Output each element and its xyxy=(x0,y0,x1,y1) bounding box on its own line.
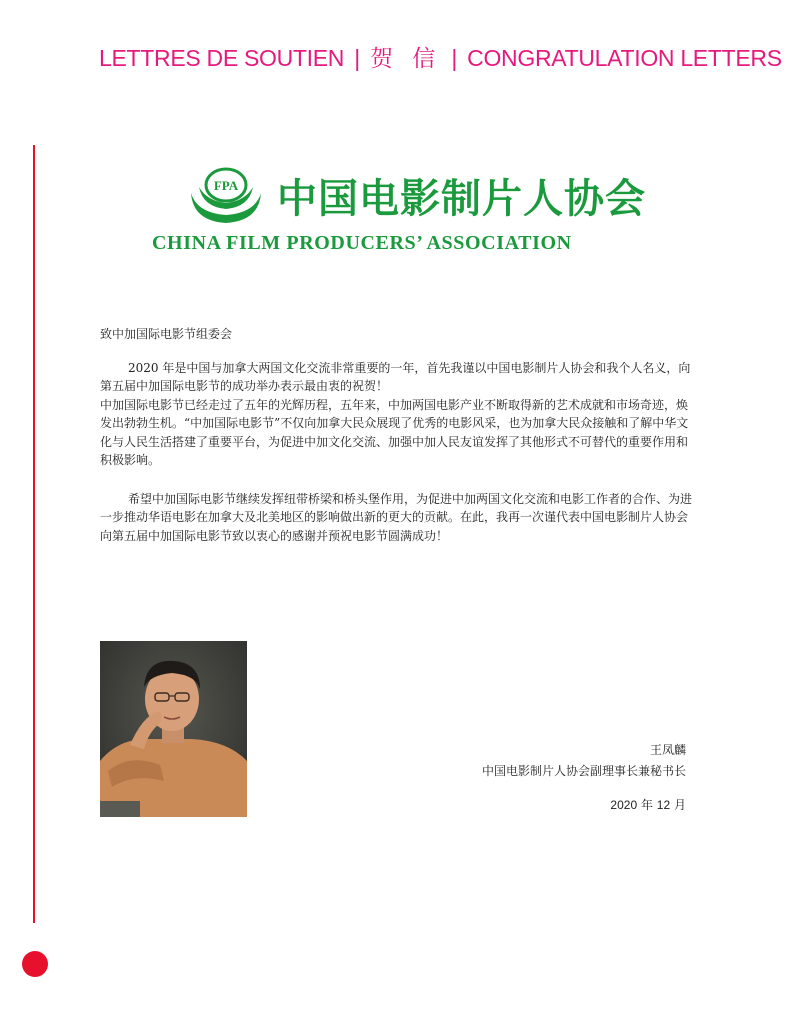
signature-block xyxy=(482,740,686,816)
letter-date xyxy=(482,795,686,816)
letter-body xyxy=(100,325,692,545)
header-french-title: LETTRES DE SOUTIEN xyxy=(99,45,345,71)
date-year-unit: 年 xyxy=(640,798,653,812)
association-logo xyxy=(150,155,646,265)
signatory-title: 中国电影制片人协会副理事长兼秘书长 xyxy=(481,764,686,778)
letter-paragraph: 希望中加国际电影节继续发挥纽带桥梁和桥头堡作用，为促进中加两国文化交流和电影工作者的合作、为进一步推动华语电影在加拿大及北美地区的影响做出新的更大的贡献。在此，我再一次谨代表中国电影制片人协会向第五届中加国际电影节致以衷心的感谢并预祝电影节圆满成功！ xyxy=(100,491,693,543)
side-dot xyxy=(22,951,48,977)
fpa-emblem-icon xyxy=(185,165,267,227)
side-rule xyxy=(33,145,35,923)
header-english-title: CONGRATULATION LETTERS xyxy=(467,45,782,71)
letter-salutation: 致中加国际电影节组委会 xyxy=(100,327,233,341)
date-month: 12 xyxy=(656,798,671,812)
header-chinese-title: 贺 信 xyxy=(369,46,442,72)
page-header xyxy=(99,40,782,73)
date-month-unit: 月 xyxy=(673,798,686,812)
signatory-name: 王凤麟 xyxy=(649,743,686,757)
logo-english-name: CHINA FILM PRODUCERS’ ASSOCIATION xyxy=(152,232,572,254)
emblem-text: FPA xyxy=(213,178,239,193)
portrait-image xyxy=(100,641,247,817)
logo-chinese-name: 中国电影制片人协会 xyxy=(277,175,646,222)
signatory-portrait xyxy=(100,641,247,817)
header-separator: | xyxy=(451,45,458,71)
date-year: 2020 xyxy=(610,798,638,812)
letter-paragraph: 2020 年是中国与加拿大两国文化交流非常重要的一年，首先我谨以中国电影制片人协会和我个人名义，向第五届中加国际电影节的成功举办表示最由衷的祝贺！ xyxy=(100,360,691,393)
header-separator: | xyxy=(354,45,360,71)
letter-paragraph: 中加国际电影节已经走过了五年的光辉历程，五年来，中加两国电影产业不断取得新的艺术成就和市场奇迹，焕发出勃勃生机。“中加国际电影节”不仅向加拿大民众展现了优秀的电影风采，也为加拿大民众接触和了解中华文化与人民生活搭建了重要平台，为促进中加文化交流、加强中加人民友谊发挥了其他形式不可替代的重要作用和积极影响。 xyxy=(100,397,689,467)
